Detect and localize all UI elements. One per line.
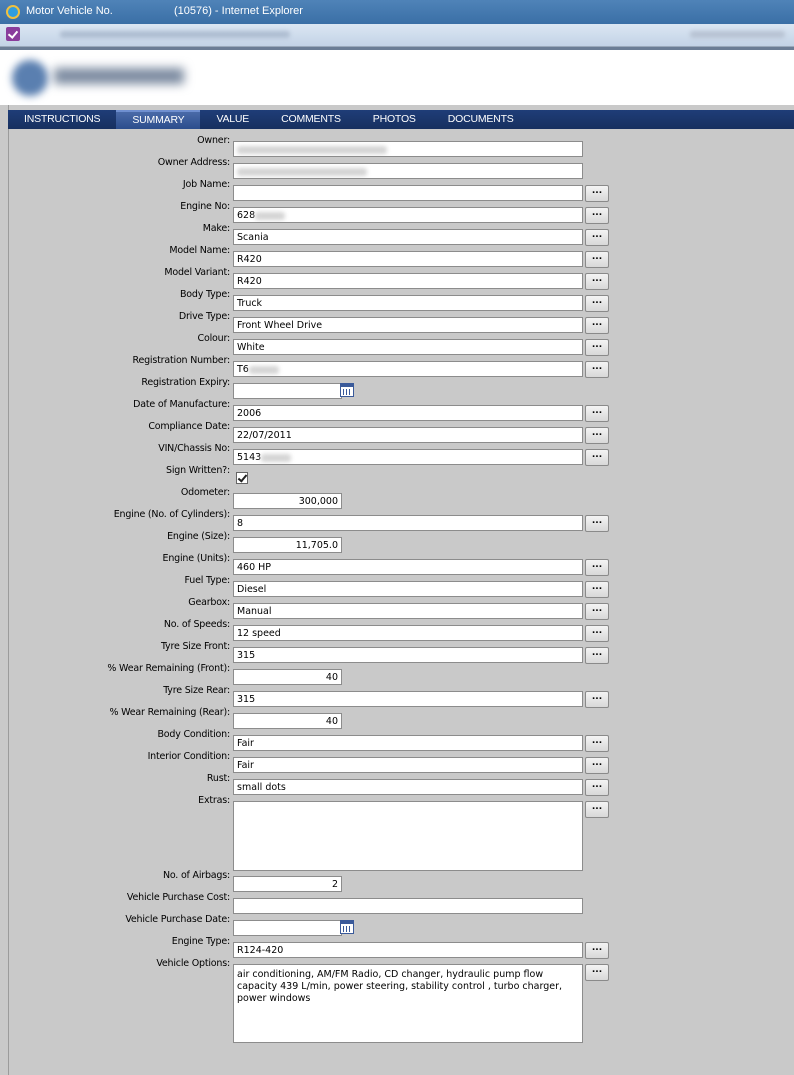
purchase-cost-field[interactable] <box>233 898 583 914</box>
engine-no-field[interactable]: 628 <box>233 207 583 223</box>
body-condition-lookup-button[interactable]: ... <box>585 735 609 752</box>
gearbox-field[interactable]: Manual <box>233 603 583 619</box>
extras-lookup-button[interactable]: ... <box>585 801 609 818</box>
make-label: Make: <box>202 223 230 234</box>
job-name-label: Job Name: <box>182 179 230 190</box>
registration-expiry-field[interactable] <box>233 383 342 399</box>
calendar-icon[interactable] <box>340 383 354 397</box>
make-lookup-button[interactable]: ... <box>585 229 609 246</box>
colour-field[interactable]: White <box>233 339 583 355</box>
owner-label: Owner: <box>197 135 230 146</box>
fuel-type-label: Fuel Type: <box>184 575 230 586</box>
engine-type-lookup-button[interactable]: ... <box>585 942 609 959</box>
date-of-manufacture-lookup-button[interactable]: ... <box>585 405 609 422</box>
vin-field[interactable]: 5143 <box>233 449 583 465</box>
engine-size-field[interactable]: 11,705.0 <box>233 537 342 553</box>
browser-toolbar <box>0 24 794 47</box>
vin-lookup-button[interactable]: ... <box>585 449 609 466</box>
registration-number-lookup-button[interactable]: ... <box>585 361 609 378</box>
window-title: Motor Vehicle No. (10576) - Internet Explorer <box>26 5 303 17</box>
rust-field[interactable]: small dots <box>233 779 583 795</box>
vehicle-options-lookup-button[interactable]: ... <box>585 964 609 981</box>
vehicle-options-textarea[interactable]: air conditioning, AM/FM Radio, CD changer, hydraulic pump flow capacity 439 L/min, power steering, stability control , turbo charger, power windows <box>233 964 583 1043</box>
tab-value[interactable]: VALUE <box>216 113 250 125</box>
vehicle-options-label: Vehicle Options: <box>156 958 230 969</box>
model-name-field[interactable]: R420 <box>233 251 583 267</box>
job-name-lookup-button[interactable]: ... <box>585 185 609 202</box>
wear-rear-field[interactable]: 40 <box>233 713 342 729</box>
gearbox-label: Gearbox: <box>188 597 230 608</box>
purchase-cost-label: Vehicle Purchase Cost: <box>126 892 230 903</box>
colour-label: Colour: <box>197 333 230 344</box>
redacted-toolbar-controls <box>690 31 785 38</box>
registration-expiry-label: Registration Expiry: <box>141 377 230 388</box>
drive-type-field[interactable]: Front Wheel Drive <box>233 317 583 333</box>
redacted-company-name <box>54 68 184 84</box>
compliance-date-lookup-button[interactable]: ... <box>585 427 609 444</box>
odometer-field[interactable]: 300,000 <box>233 493 342 509</box>
rust-label: Rust: <box>206 773 230 784</box>
body-condition-field[interactable]: Fair <box>233 735 583 751</box>
engine-units-lookup-button[interactable]: ... <box>585 559 609 576</box>
tyre-size-rear-lookup-button[interactable]: ... <box>585 691 609 708</box>
tab-photos[interactable]: PHOTOS <box>372 113 416 125</box>
owner-address-label: Owner Address: <box>157 157 230 168</box>
sign-written-label: Sign Written?: <box>165 465 230 476</box>
redacted-owner <box>237 146 387 154</box>
redacted-address <box>60 31 290 38</box>
fuel-type-field[interactable]: Diesel <box>233 581 583 597</box>
date-of-manufacture-label: Date of Manufacture: <box>133 399 230 410</box>
engine-cylinders-field[interactable]: 8 <box>233 515 583 531</box>
drive-type-label: Drive Type: <box>178 311 230 322</box>
engine-cylinders-lookup-button[interactable]: ... <box>585 515 609 532</box>
sign-written-checkbox[interactable] <box>236 472 248 484</box>
airbags-field[interactable]: 2 <box>233 876 342 892</box>
window-titlebar <box>0 0 794 24</box>
wear-front-field[interactable]: 40 <box>233 669 342 685</box>
tyre-size-rear-field[interactable]: 315 <box>233 691 583 707</box>
engine-units-field[interactable]: 460 HP <box>233 559 583 575</box>
date-of-manufacture-field[interactable]: 2006 <box>233 405 583 421</box>
model-variant-field[interactable]: R420 <box>233 273 583 289</box>
company-logo-icon <box>12 60 48 96</box>
engine-type-field[interactable]: R124-420 <box>233 942 583 958</box>
engine-size-label: Engine (Size): <box>167 531 230 542</box>
body-type-label: Body Type: <box>179 289 230 300</box>
purchase-date-label: Vehicle Purchase Date: <box>125 914 230 925</box>
compliance-date-label: Compliance Date: <box>148 421 230 432</box>
engine-no-lookup-button[interactable]: ... <box>585 207 609 224</box>
redacted-vin <box>261 454 291 462</box>
redacted-engine-no <box>255 212 285 220</box>
vin-label: VIN/Chassis No: <box>158 443 230 454</box>
tab-summary[interactable]: SUMMARY <box>116 110 200 129</box>
odometer-label: Odometer: <box>180 487 230 498</box>
body-type-field[interactable]: Truck <box>233 295 583 311</box>
colour-lookup-button[interactable]: ... <box>585 339 609 356</box>
extras-label: Extras: <box>198 795 230 806</box>
model-name-lookup-button[interactable]: ... <box>585 251 609 268</box>
body-condition-label: Body Condition: <box>157 729 230 740</box>
no-of-speeds-label: No. of Speeds: <box>163 619 230 630</box>
interior-condition-field[interactable]: Fair <box>233 757 583 773</box>
tab-documents[interactable]: DOCUMENTS <box>447 113 514 125</box>
model-name-label: Model Name: <box>169 245 230 256</box>
extras-textarea[interactable] <box>233 801 583 871</box>
engine-type-label: Engine Type: <box>171 936 230 947</box>
registration-number-label: Registration Number: <box>132 355 230 366</box>
tyre-size-rear-label: Tyre Size Rear: <box>163 685 230 696</box>
drive-type-lookup-button[interactable]: ... <box>585 317 609 334</box>
registration-number-field[interactable]: T6 <box>233 361 583 377</box>
interior-condition-lookup-button[interactable]: ... <box>585 757 609 774</box>
redacted-owner-address <box>237 168 367 176</box>
tyre-size-front-field[interactable]: 315 <box>233 647 583 663</box>
no-of-speeds-field[interactable]: 12 speed <box>233 625 583 641</box>
wear-front-label: % Wear Remaining (Front): <box>107 663 230 674</box>
rust-lookup-button[interactable]: ... <box>585 779 609 796</box>
tyre-size-front-lookup-button[interactable]: ... <box>585 647 609 664</box>
body-type-lookup-button[interactable]: ... <box>585 295 609 312</box>
make-field[interactable]: Scania <box>233 229 583 245</box>
engine-no-label: Engine No: <box>180 201 230 212</box>
purchase-date-field[interactable] <box>233 920 342 936</box>
no-of-speeds-lookup-button[interactable]: ... <box>585 625 609 642</box>
engine-units-label: Engine (Units): <box>162 553 230 564</box>
app-check-icon[interactable] <box>6 27 20 41</box>
compliance-date-field[interactable]: 22/07/2011 <box>233 427 583 443</box>
wear-rear-label: % Wear Remaining (Rear): <box>109 707 230 718</box>
fuel-type-lookup-button[interactable]: ... <box>585 581 609 598</box>
tyre-size-front-label: Tyre Size Front: <box>160 641 230 652</box>
model-variant-label: Model Variant: <box>164 267 230 278</box>
gearbox-lookup-button[interactable]: ... <box>585 603 609 620</box>
owner-address-field[interactable] <box>233 163 583 179</box>
calendar-icon[interactable] <box>340 920 354 934</box>
airbags-label: No. of Airbags: <box>162 870 230 881</box>
engine-cylinders-label: Engine (No. of Cylinders): <box>113 509 230 520</box>
redacted-registration <box>249 366 279 374</box>
job-name-field[interactable] <box>233 185 583 201</box>
tab-instructions[interactable]: INSTRUCTIONS <box>24 113 101 125</box>
interior-condition-label: Interior Condition: <box>147 751 230 762</box>
internet-explorer-icon <box>6 5 20 19</box>
tab-bar <box>8 110 794 129</box>
page-header <box>0 47 794 105</box>
owner-field[interactable] <box>233 141 583 157</box>
tab-comments[interactable]: COMMENTS <box>281 113 341 125</box>
model-variant-lookup-button[interactable]: ... <box>585 273 609 290</box>
